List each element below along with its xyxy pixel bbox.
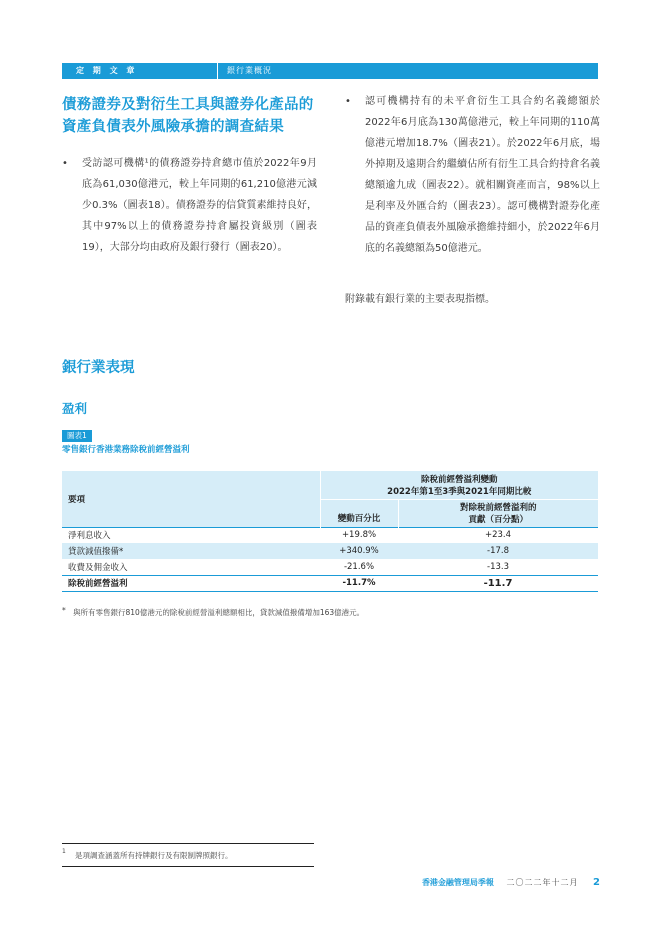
group-header-line1: 除稅前經營溢利變動 [420,474,498,485]
total-contrib: -11.7 [483,577,513,589]
group-header [320,471,598,499]
table-row [62,527,598,543]
row-item: 收費及佣金收入 [68,562,128,573]
footnote-marker: 1 [62,848,66,855]
row-pct: -21.6% [343,561,375,572]
profit-table [62,471,598,592]
banking-performance-heading: 銀行業表現 [62,360,135,376]
page-number: 2 [593,877,600,888]
footnote-divider-bottom [62,866,314,867]
col-contrib-line2: 貢獻（百分點） [468,515,528,525]
bullet-icon: • [62,158,68,169]
section-header-bar [62,63,598,79]
row-contrib: -17.8 [487,546,509,556]
row-contrib: -13.3 [487,561,509,572]
row-item: 淨利息收入 [68,531,111,542]
chart-title: 零售銀行香港業務除稅前經營溢利 [62,445,190,455]
table-total-row [62,575,598,591]
section-label: 定 期 文 章 [76,66,138,75]
footnote-divider-top [62,843,314,844]
chart-tag: 圖表1 [62,430,92,442]
page-footer [422,877,600,888]
bullet-text: 受訪認可機構¹的債務證券持倉總市值於2022年9月底為61,030億港元，較上年同期的61,210億港元減少0.3%（圖表18）。債務證券的信貸質素維持良好，其中97%以上的債務證券持倉屬投資級別（圖表19），大部分均由政府及銀行發行（圖表20）。 [82,158,317,253]
header-divider [217,63,218,79]
derivatives-bullet [345,91,600,259]
profitability-subheading: 盈利 [62,401,88,416]
table-header-row [62,471,598,499]
col-contrib-header [398,499,598,527]
row-pct: +19.8% [341,530,377,541]
total-item: 除稅前經營溢利 [68,579,128,589]
row-contrib: +23.4 [484,530,512,541]
col-item-header: 要項 [68,494,86,505]
table-row [62,559,598,575]
total-pct: -11.7% [342,578,376,588]
appendix-note: 附錄載有銀行業的主要表現指標。 [345,294,495,305]
table-note [62,607,364,618]
bullet-text: 認可機構持有的未平倉衍生工具合約名義總額於2022年6月底為130萬億港元，較上年同期的110萬億港元增加18.7%（圖表21）。於2022年6月底，場外掉期及遠期合約繼續佔所有衍生工具合約持倉名義總額逾九成（圖表22）。就相關資產而言，98%以上是利率及外匯合約（圖表23）。認可機構對證券化產品的資產負債表外風險承擔維持細小，於2022年6月底的名義總額為50億港元。 [365,96,600,254]
note-marker: * [62,606,66,615]
footnote-text: 是項調查涵蓋所有持牌銀行及有限制牌照銀行。 [75,851,233,860]
col-contrib-line1: 對除稅前經營溢利的 [459,503,537,513]
publication-name: 香港金融管理局季報 [421,878,494,887]
row-pct: +340.9% [339,546,379,556]
footnote [62,850,233,861]
publication-date: 二〇二二年十二月 [506,878,579,887]
group-header-line2: 2022年第1至3季與2021年同期比較 [387,486,532,497]
debt-securities-bullet [62,153,317,258]
note-text: 與所有零售銀行810億港元的除稅前經營溢利總額相比，貸款減值撥備增加163億港元。 [73,608,365,617]
survey-results-heading: 債務證券及對衍生工具與證券化產品的資產負債表外風險承擔的調查結果 [62,97,314,135]
row-item: 貸款減值撥備* [68,547,124,557]
bullet-icon: • [345,96,351,107]
table-row [62,543,598,559]
subsection-label: 銀行業概況 [227,66,272,75]
col-pct-header: 變動百分比 [320,499,398,527]
